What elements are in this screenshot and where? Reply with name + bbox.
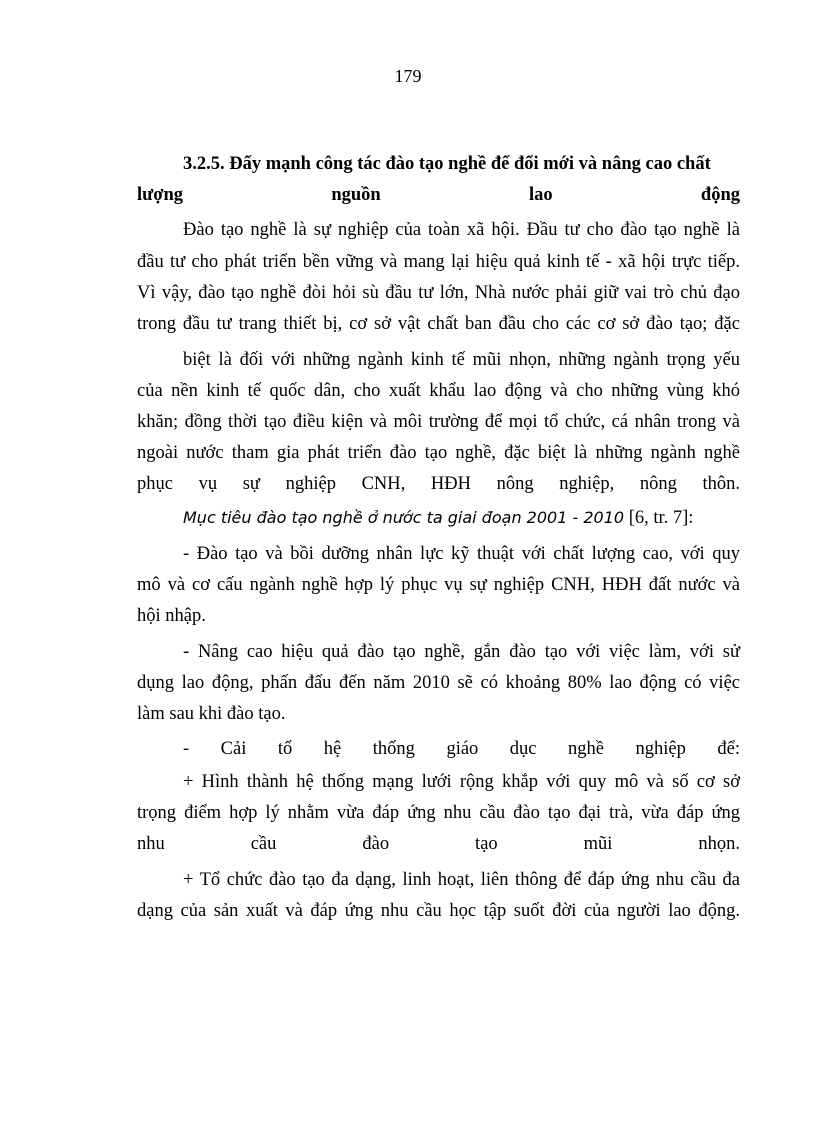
paragraph-1-line-2: đầu tư cho phát triển bền vững và mang lại hiệu quả kinh tế - xã hội trực tiếp. [137, 252, 740, 272]
paragraph-1-line-1: Đào tạo nghề là sự nghiệp của toàn xã hội. Đầu tư cho đào tạo nghề là [183, 220, 740, 240]
page-number: 179 [394, 66, 422, 86]
paragraph-2-line-3: khăn; đồng thời tạo điều kiện và môi trường để mọi tổ chức, cá nhân trong và [137, 412, 740, 432]
paragraph-2-line-5: phục vụ sự nghiệp CNH, HĐH nông nghiệp, nông thôn. [137, 474, 740, 494]
bullet-3: - Cải tổ hệ thống giáo dục nghề nghiệp để: [183, 739, 740, 759]
bullet-1-line-2: mô và cơ cấu ngành nghề hợp lý phục vụ sự nghiệp CNH, HĐH đất nước và [137, 575, 740, 595]
bullet-1-line-3: hội nhập. [137, 606, 206, 626]
bullet-2-line-2: dụng lao động, phấn đấu đến năm 2010 sẽ có khoảng 80% lao động có việc [137, 673, 740, 693]
section-heading-line-1: 3.2.5. Đẩy mạnh công tác đào tạo nghề để đổi mới và nâng cao chất [183, 154, 711, 174]
paragraph-2-line-1: biệt là đối với những ngành kinh tế mũi nhọn, những ngành trọng yếu [183, 350, 740, 370]
objectives-title: Mục tiêu đào tạo nghề ở nước ta giai đoạn 2001 - 2010 [183, 508, 625, 527]
objectives-citation: [6, tr. 7]: [624, 508, 694, 528]
objectives-line [183, 506, 740, 530]
sub-item-2-line-1: + Tổ chức đào tạo đa dạng, linh hoạt, liên thông để đáp ứng nhu cầu đa [183, 870, 740, 890]
paragraph-2-line-4: ngoài nước tham gia phát triển đào tạo nghề, đặc biệt là những ngành nghề [137, 443, 740, 463]
paragraph-2-line-2: của nền kinh tế quốc dân, cho xuất khẩu lao động và cho những vùng khó [137, 381, 740, 401]
bullet-2-line-1: - Nâng cao hiệu quả đào tạo nghề, gắn đào tạo với việc làm, với sử [183, 642, 740, 662]
paragraph-1-line-3: Vì vậy, đào tạo nghề đòi hỏi sù đầu tư lớn, Nhà nước phải giữ vai trò chủ đạo [137, 283, 740, 303]
bullet-1-line-1: - Đào tạo và bồi dưỡng nhân lực kỹ thuật với chất lượng cao, với quy [183, 544, 740, 564]
section-heading-line-2: lượng nguồn lao động [137, 185, 740, 205]
paragraph-1-line-4: trong đầu tư trang thiết bị, cơ sở vật chất ban đầu cho các cơ sở đào tạo; đặc [137, 314, 740, 334]
sub-item-1-line-2: trọng điểm hợp lý nhằm vừa đáp ứng nhu cầu đào tạo đại trà, vừa đáp ứng [137, 803, 740, 823]
sub-item-1-line-3: nhu cầu đào tạo mũi nhọn. [137, 834, 740, 854]
sub-item-1-line-1: + Hình thành hệ thống mạng lưới rộng khắp với quy mô và số cơ sở [183, 772, 740, 792]
sub-item-2-line-2: dạng của sản xuất và đáp ứng nhu cầu học tập suốt đời của người lao động. [137, 901, 740, 921]
bullet-2-line-3: làm sau khi đào tạo. [137, 704, 286, 724]
